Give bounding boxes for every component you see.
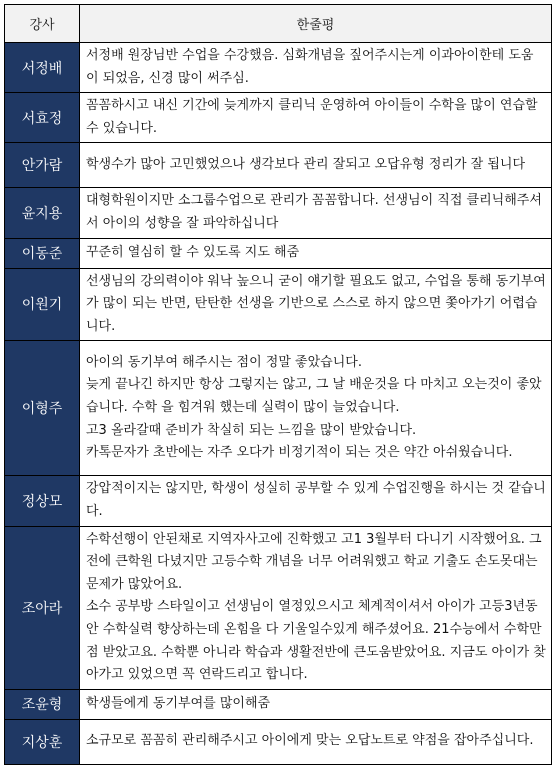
instructor-name: 지상훈	[5, 719, 80, 764]
review-paragraph: 선생님의 강의력이야 워낙 높으니 굳이 얘기할 필요도 없고, 수업을 통해 동기부여가 많이 되는 반면, 탄탄한 선생을 기반으로 스스로 하지 않으면 쫓아가기 어렵습니다.	[86, 273, 546, 334]
instructor-name: 서효정	[5, 93, 80, 143]
review-cell	[80, 238, 552, 268]
review-cell	[80, 719, 552, 764]
review-cell	[80, 341, 552, 476]
review-paragraph: 꼼꼼하시고 내신 기간에 늦게까지 클리닉 운영하여 아이들이 수학을 많이 연습할 수 있습니다.	[86, 98, 538, 136]
table-row	[5, 526, 552, 689]
review-paragraph: 꾸준히 열심히 할 수 있도록 지도 해줌	[86, 244, 300, 260]
review-paragraph: 학생들에게 동기부여를 많이해줌	[86, 695, 271, 711]
review-paragraph: 강압적이지는 않지만, 학생이 성실히 공부할 수 있게 수업진행을 하시는 것 같습니다.	[86, 481, 546, 519]
review-paragraph: 수학선행이 안된채로 지역자사고에 진학했고 고1 3월부터 다니기 시작했어요. 그전에 큰학원 다녔지만 고등수학 개념을 너무 어려워했고 학교 기출도 손도못대는 문제가 많았어요.	[86, 531, 542, 592]
review-paragraph: 서정배 원장님반 수업을 수강했음. 심화개념을 짚어주시는게 이과아이한테 도움이 되었음, 신경 많이 써주심.	[86, 48, 534, 86]
table-body	[5, 43, 552, 765]
review-paragraph: 고3 올라갈때 준비가 착실히 되는 느낌을 많이 받았습니다.	[86, 422, 417, 438]
table-row	[5, 689, 552, 719]
table-row	[5, 476, 552, 526]
header-review: 한줄평	[80, 5, 552, 43]
table-row	[5, 143, 552, 188]
review-cell	[80, 476, 552, 526]
table-row	[5, 268, 552, 341]
review-paragraph: 카톡문자가 초반에는 자주 오다가 비정기적이 되는 것은 약간 아쉬웠습니다.	[86, 445, 513, 461]
instructor-name: 윤지용	[5, 188, 80, 238]
table-row	[5, 93, 552, 143]
review-paragraph: 아이의 동기부여 해주시는 점이 정말 좋았습니다.	[86, 354, 362, 370]
instructor-name: 조아라	[5, 526, 80, 689]
instructor-name: 조윤형	[5, 689, 80, 719]
review-cell	[80, 188, 552, 238]
instructor-review-table	[4, 4, 552, 765]
review-paragraph: 소수 공부방 스타일이고 선생님이 열정있으시고 체계적이셔서 아이가 고등3년동안 수학실력 향상하는데 온힘을 다 기울일수있게 해주셨어요. 21수능에서 수학만점 받았고요. 수학뿐 아니라 학습과 생활전반에 큰도움받았어요. 지금도 아이가 찾아가고 있었으면 꼭 연락드리고 합니다.	[86, 599, 546, 683]
table-row	[5, 719, 552, 764]
table-row	[5, 341, 552, 476]
review-cell	[80, 43, 552, 93]
review-paragraph: 학생수가 많아 고민했었으나 생각보다 관리 잘되고 오답유형 정리가 잘 됩니다	[86, 157, 526, 173]
instructor-name: 정상모	[5, 476, 80, 526]
table-row	[5, 238, 552, 268]
header-row	[5, 5, 552, 43]
review-cell	[80, 689, 552, 719]
review-cell	[80, 93, 552, 143]
instructor-name: 이형주	[5, 341, 80, 476]
instructor-name: 안가람	[5, 143, 80, 188]
review-paragraph: 늦게 끝나긴 하지만 항상 그렇지는 않고, 그 날 배운것을 다 마치고 오는것이 좋았습니다. 수학 을 힘겨워 했는데 실력이 많이 늘었습니다.	[86, 377, 542, 416]
instructor-name: 이원기	[5, 268, 80, 341]
review-cell	[80, 268, 552, 341]
header-instructor: 강사	[5, 5, 80, 43]
instructor-name: 이동준	[5, 238, 80, 268]
table-row	[5, 188, 552, 238]
table-row	[5, 43, 552, 93]
review-paragraph: 대형학원이지만 소그룹수업으로 관리가 꼼꼼합니다. 선생님이 직접 클리닉해주셔서 아이의 성향을 잘 파악하십니다	[86, 193, 542, 231]
review-paragraph: 소규모로 꼼꼼히 관리해주시고 아이에게 맞는 오답노트로 약점을 잡아주십니다.	[86, 733, 534, 749]
instructor-name: 서정배	[5, 43, 80, 93]
review-cell	[80, 526, 552, 689]
review-cell	[80, 143, 552, 188]
